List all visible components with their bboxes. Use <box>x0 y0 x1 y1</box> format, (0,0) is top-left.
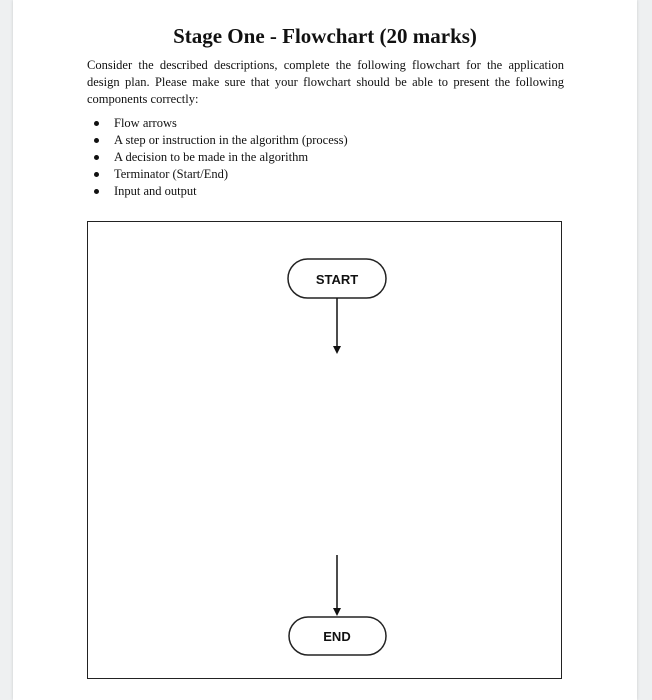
start-label: START <box>315 272 359 287</box>
list-item: A decision to be made in the algorithm <box>87 149 348 166</box>
page-title: Stage One - Flowchart (20 marks) <box>173 24 477 48</box>
flowchart-canvas <box>88 222 561 678</box>
end-terminator <box>289 617 386 655</box>
end-label: END <box>323 629 351 644</box>
list-item: Flow arrows <box>87 115 348 132</box>
flowchart-area <box>87 221 562 679</box>
document-page <box>13 0 637 700</box>
list-item: A step or instruction in the algorithm (process) <box>87 132 348 149</box>
components-list <box>87 115 348 200</box>
list-item: Input and output <box>87 183 348 200</box>
list-item: Terminator (Start/End) <box>87 166 348 183</box>
intro-paragraph: Consider the described descriptions, complete the following flowchart for the application design plan. Please make sure that your flowchart should be able to present the following components correctly: <box>87 58 564 106</box>
start-terminator <box>288 259 386 298</box>
